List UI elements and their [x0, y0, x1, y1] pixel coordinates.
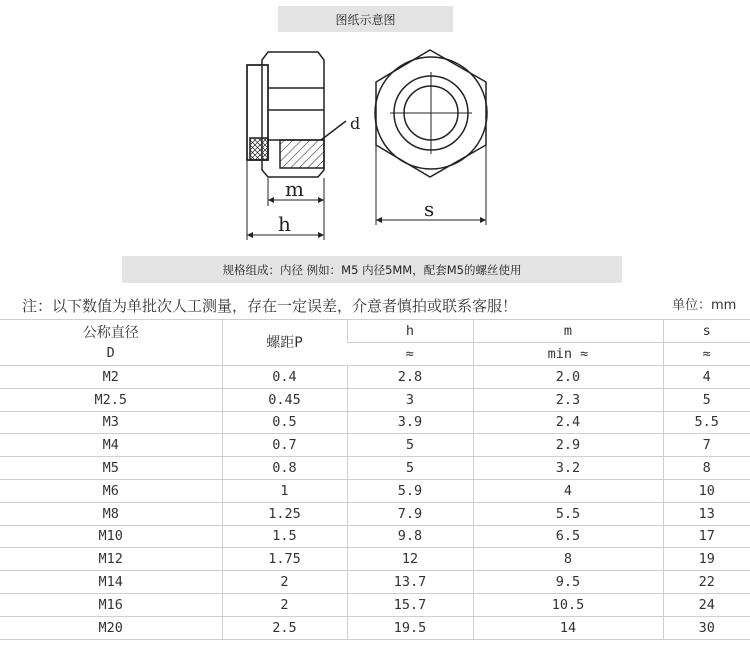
cell-s: 4: [663, 366, 750, 389]
label-d: d: [350, 114, 361, 133]
header-s-sub: ≈: [663, 343, 750, 366]
cell-pitch: 0.7: [222, 434, 347, 457]
table-row: [0, 411, 750, 434]
cell-s: 30: [663, 616, 750, 639]
cell-s: 5.5: [663, 411, 750, 434]
cell-pitch: 0.4: [222, 366, 347, 389]
header-m: m: [473, 320, 663, 343]
header-pitch: 螺距P: [222, 320, 347, 366]
cell-m: 2.0: [473, 366, 663, 389]
cell-s: 17: [663, 525, 750, 548]
cell-m: 14: [473, 616, 663, 639]
cell-h: 3: [347, 388, 473, 411]
cell-h: 15.7: [347, 593, 473, 616]
cell-h: 9.8: [347, 525, 473, 548]
header-d-line1: 公称直径: [82, 324, 139, 341]
cell-h: 7.9: [347, 502, 473, 525]
cell-diameter: M3: [0, 411, 222, 434]
cell-s: 10: [663, 479, 750, 502]
label-s: s: [424, 197, 435, 221]
table-row: [0, 388, 750, 411]
header-nominal-diameter: [0, 320, 222, 366]
cell-diameter: M14: [0, 571, 222, 594]
cell-pitch: 2: [222, 571, 347, 594]
cell-h: 19.5: [347, 616, 473, 639]
table-row: [0, 366, 750, 389]
cell-pitch: 2.5: [222, 616, 347, 639]
cell-diameter: M12: [0, 548, 222, 571]
cell-pitch: 1.5: [222, 525, 347, 548]
cell-pitch: 1.25: [222, 502, 347, 525]
table-row: [0, 479, 750, 502]
cell-m: 4: [473, 479, 663, 502]
unit-label: 单位：mm: [672, 298, 737, 313]
table-row: [0, 616, 750, 639]
cell-diameter: M2: [0, 366, 222, 389]
drawing-title-banner: 图纸示意图: [278, 6, 453, 32]
cell-pitch: 0.8: [222, 457, 347, 480]
cell-pitch: 1.75: [222, 548, 347, 571]
cell-h: 13.7: [347, 571, 473, 594]
cell-diameter: M20: [0, 616, 222, 639]
cell-m: 2.3: [473, 388, 663, 411]
label-h: h: [278, 212, 291, 236]
cell-m: 5.5: [473, 502, 663, 525]
table-row: [0, 571, 750, 594]
nut-side-view: [247, 52, 346, 240]
dimension-table: [0, 319, 750, 640]
header-s: s: [663, 320, 750, 343]
cell-diameter: M2.5: [0, 388, 222, 411]
cell-pitch: 2: [222, 593, 347, 616]
table-row: [0, 593, 750, 616]
table-row: [0, 457, 750, 480]
cell-h: 5: [347, 434, 473, 457]
cell-m: 2.4: [473, 411, 663, 434]
header-h-sub: ≈: [347, 343, 473, 366]
table-body: [0, 366, 750, 640]
cell-pitch: 0.45: [222, 388, 347, 411]
cell-s: 8: [663, 457, 750, 480]
cell-h: 3.9: [347, 411, 473, 434]
table-row: [0, 525, 750, 548]
table-row: [0, 434, 750, 457]
cell-m: 2.9: [473, 434, 663, 457]
cell-m: 3.2: [473, 457, 663, 480]
cell-m: 6.5: [473, 525, 663, 548]
cell-s: 7: [663, 434, 750, 457]
cell-m: 8: [473, 548, 663, 571]
cell-s: 13: [663, 502, 750, 525]
table-header-row: [0, 320, 750, 343]
cell-s: 5: [663, 388, 750, 411]
cell-diameter: M16: [0, 593, 222, 616]
cell-s: 22: [663, 571, 750, 594]
cell-s: 24: [663, 593, 750, 616]
header-m-sub: min ≈: [473, 343, 663, 366]
cell-s: 19: [663, 548, 750, 571]
cell-diameter: M4: [0, 434, 222, 457]
cell-h: 2.8: [347, 366, 473, 389]
cell-pitch: 0.5: [222, 411, 347, 434]
spec-description-banner: 规格组成：内径 例如：M5 内径5MM，配套M5的螺丝使用: [122, 256, 622, 283]
cell-diameter: M10: [0, 525, 222, 548]
cell-m: 9.5: [473, 571, 663, 594]
cell-h: 5: [347, 457, 473, 480]
measurement-notice: 注：以下数值为单批次人工测量，存在一定误差，介意者慎拍或联系客服！: [22, 297, 518, 315]
cell-diameter: M8: [0, 502, 222, 525]
table-row: [0, 502, 750, 525]
table-row: [0, 548, 750, 571]
cell-m: 10.5: [473, 593, 663, 616]
cell-diameter: M6: [0, 479, 222, 502]
nut-technical-drawing: [0, 36, 750, 251]
cell-pitch: 1: [222, 479, 347, 502]
cell-h: 5.9: [347, 479, 473, 502]
label-m: m: [285, 177, 304, 201]
cell-diameter: M5: [0, 457, 222, 480]
header-h: h: [347, 320, 473, 343]
header-d-line2: D: [106, 344, 115, 361]
cell-h: 12: [347, 548, 473, 571]
